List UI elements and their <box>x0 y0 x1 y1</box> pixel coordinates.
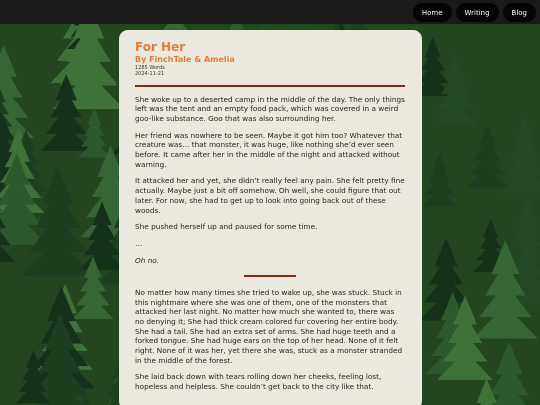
story-paragraph: It attacked her and yet, she didn’t really feel any pain. She felt pretty fine actually. Maybe just a bit off somehow. Oh well, she could figure that out later. For now, she had to get up to look into going back out of these woods. <box>135 176 405 215</box>
story-paragraph: … <box>135 238 143 248</box>
section-divider <box>244 275 296 277</box>
story-paragraph-italic: Oh no. <box>135 255 160 265</box>
story-card <box>119 30 422 405</box>
story-paragraph: She laid back down with tears rolling down her cheeks, feeling lost, hopeless and helpless. She couldn’t get back to the city like that. <box>135 372 382 392</box>
pine-tree-shape <box>511 196 540 246</box>
pine-tree-shape <box>500 116 540 192</box>
top-navigation-bar <box>0 0 540 24</box>
nav-writing-button[interactable]: Writing <box>456 3 499 22</box>
pine-tree-shape <box>466 125 508 189</box>
story-body <box>135 95 405 392</box>
story-paragraph: She pushed herself up and paused for some time. <box>135 222 318 232</box>
story-byline: By FinchTale & Amelia <box>135 55 235 64</box>
word-count: 1285 Words <box>135 65 165 71</box>
story-title: For Her <box>135 40 186 54</box>
story-paragraph: No matter how many times she tried to wake up, she was stuck. Stuck in this nightmare where she was one of them, one of the monsters that attacked her last night. No matter how much she wanted to, there was no denying it; She had thick cream colored fur covering her entire body. She had a tail. She had an extra set of arms. She had huge teeth and a forked tongue. She had huge ears on the top of her head. None of it felt right. None of it was her, yet there she was, stuck as a monster stranded in the middle of the forest. <box>135 287 403 365</box>
nav-home-button[interactable]: Home <box>413 3 452 22</box>
nav-blog-button[interactable]: Blog <box>503 3 536 22</box>
story-paragraph: Her friend was nowhere to be seen. Maybe it got him too? Whatever that creature was… that monster, it was huge, like nothing she’d ever seen before. It came after her in the middle of the night and attacked without warning. <box>135 130 403 169</box>
header-divider <box>135 85 405 87</box>
nav-menu <box>413 3 536 22</box>
story-paragraph: She woke up to a deserted camp in the middle of the day. The only things left was the tent and an empty food pack, which was covered in a weird goo-like substance. Goo that was also surrounding her. <box>135 94 405 123</box>
publish-date: 2024-11-21 <box>135 71 165 77</box>
pine-tree-shape <box>422 153 457 207</box>
